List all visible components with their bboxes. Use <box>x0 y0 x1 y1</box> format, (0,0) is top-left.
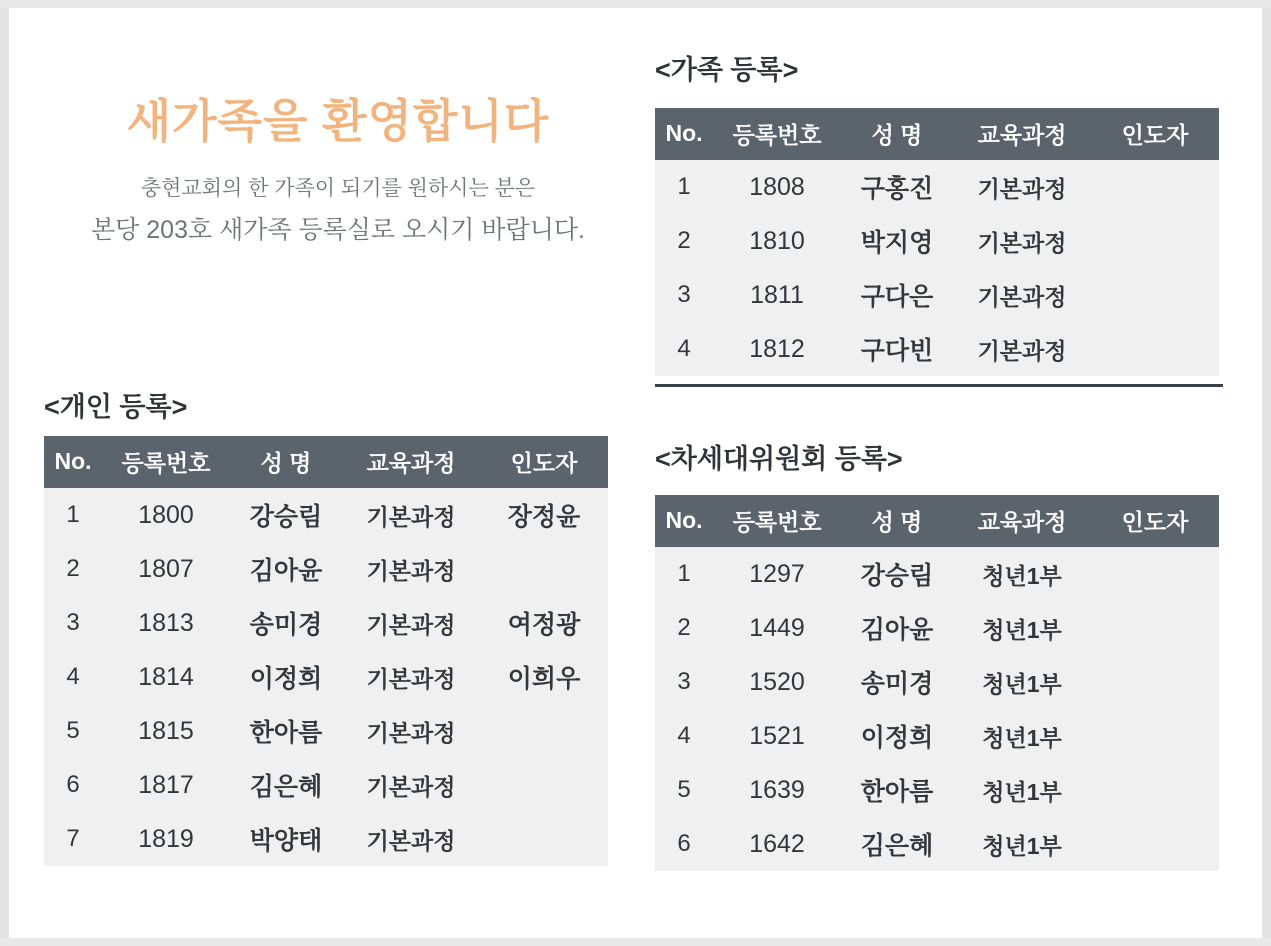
table-row <box>44 542 608 596</box>
table-header-row <box>655 108 1219 160</box>
table-cell-regno: 1639 <box>713 763 841 817</box>
table-cell-course: 기본과정 <box>342 812 480 866</box>
table-cell-leader: 장정윤 <box>480 488 608 542</box>
slide-edge-bottom <box>0 938 1271 946</box>
table-cell-course: 기본과정 <box>953 160 1091 214</box>
table-cell-num: 1 <box>655 547 713 601</box>
table-cell-course: 기본과정 <box>342 758 480 812</box>
column-header-leader: 인도자 <box>1091 108 1219 160</box>
table-cell-course: 기본과정 <box>342 488 480 542</box>
table-cell-name: 박지영 <box>841 214 953 268</box>
table-cell-course: 기본과정 <box>953 322 1091 376</box>
table-cell-course: 청년1부 <box>953 763 1091 817</box>
table-cell-course: 기본과정 <box>342 596 480 650</box>
table-cell-name: 김은혜 <box>230 758 342 812</box>
table-cell-num: 4 <box>655 322 713 376</box>
column-header-name: 성 명 <box>230 436 342 488</box>
welcome-subtitle-line-1: 충현교회의 한 가족이 되기를 원하시는 분은 <box>140 176 536 200</box>
table-cell-regno: 1807 <box>102 542 230 596</box>
table-cell-course: 기본과정 <box>342 704 480 758</box>
table-cell-num: 2 <box>655 601 713 655</box>
table-cell-course: 청년1부 <box>953 817 1091 871</box>
table-cell-regno: 1449 <box>713 601 841 655</box>
table-row <box>655 709 1219 763</box>
column-header-leader: 인도자 <box>480 436 608 488</box>
table-cell-num: 7 <box>44 812 102 866</box>
table-row <box>655 268 1219 322</box>
family-section-divider <box>655 384 1223 387</box>
table-cell-name: 한아름 <box>230 704 342 758</box>
table-cell-course: 기본과정 <box>342 542 480 596</box>
table-cell-course: 청년1부 <box>953 547 1091 601</box>
table-cell-regno: 1520 <box>713 655 841 709</box>
family-registration-table <box>655 108 1219 376</box>
personal-registration-table <box>44 436 608 866</box>
table-cell-course: 청년1부 <box>953 601 1091 655</box>
table-cell-num: 5 <box>44 704 102 758</box>
welcome-block <box>48 96 628 250</box>
table-cell-regno: 1813 <box>102 596 230 650</box>
column-header-name: 성 명 <box>841 108 953 160</box>
table-cell-num: 6 <box>44 758 102 812</box>
column-header-course: 교육과정 <box>953 495 1091 547</box>
table-cell-leader <box>1091 160 1219 214</box>
family-registration-heading: <가족 등록> <box>655 55 799 85</box>
table-cell-leader <box>480 812 608 866</box>
table-cell-leader <box>1091 817 1219 871</box>
table-header-row <box>655 495 1219 547</box>
next-generation-registration-body <box>655 547 1219 871</box>
family-registration-body <box>655 160 1219 376</box>
table-cell-regno: 1811 <box>713 268 841 322</box>
column-header-name: 성 명 <box>841 495 953 547</box>
table-row <box>655 763 1219 817</box>
column-header-no: No. <box>655 495 713 547</box>
table-cell-regno: 1521 <box>713 709 841 763</box>
table-cell-regno: 1808 <box>713 160 841 214</box>
table-cell-leader <box>1091 322 1219 376</box>
next-generation-registration-table <box>655 495 1219 871</box>
table-cell-name: 이정희 <box>230 650 342 704</box>
table-row <box>44 704 608 758</box>
table-cell-regno: 1815 <box>102 704 230 758</box>
table-row <box>44 812 608 866</box>
table-cell-num: 1 <box>44 488 102 542</box>
welcome-title: 새가족을 환영합니다 <box>126 95 550 147</box>
table-row <box>44 650 608 704</box>
table-cell-num: 3 <box>44 596 102 650</box>
column-header-course: 교육과정 <box>342 436 480 488</box>
table-cell-course: 청년1부 <box>953 709 1091 763</box>
table-cell-regno: 1297 <box>713 547 841 601</box>
table-cell-leader: 여정광 <box>480 596 608 650</box>
table-cell-course: 기본과정 <box>342 650 480 704</box>
table-cell-num: 4 <box>44 650 102 704</box>
table-header-row <box>44 436 608 488</box>
table-cell-leader <box>1091 547 1219 601</box>
table-row <box>655 547 1219 601</box>
table-cell-name: 송미경 <box>841 655 953 709</box>
table-cell-num: 2 <box>44 542 102 596</box>
table-cell-name: 박양태 <box>230 812 342 866</box>
personal-registration-heading: <개인 등록> <box>44 392 188 422</box>
table-cell-name: 이정희 <box>841 709 953 763</box>
table-cell-regno: 1642 <box>713 817 841 871</box>
table-cell-num: 4 <box>655 709 713 763</box>
column-header-reg-number: 등록번호 <box>713 495 841 547</box>
table-cell-leader <box>480 758 608 812</box>
column-header-reg-number: 등록번호 <box>102 436 230 488</box>
table-row <box>44 758 608 812</box>
table-cell-leader <box>1091 655 1219 709</box>
table-cell-num: 3 <box>655 655 713 709</box>
table-cell-leader: 이희우 <box>480 650 608 704</box>
table-cell-name: 김아윤 <box>841 601 953 655</box>
slide-edge-right <box>1262 0 1271 946</box>
table-cell-num: 1 <box>655 160 713 214</box>
column-header-no: No. <box>44 436 102 488</box>
welcome-subtitle <box>48 173 628 250</box>
table-cell-regno: 1817 <box>102 758 230 812</box>
table-cell-num: 2 <box>655 214 713 268</box>
table-row <box>655 655 1219 709</box>
table-cell-regno: 1800 <box>102 488 230 542</box>
table-row <box>44 596 608 650</box>
table-cell-name: 구홍진 <box>841 160 953 214</box>
slide-edge-left <box>0 0 9 946</box>
table-cell-course: 청년1부 <box>953 655 1091 709</box>
table-cell-name: 송미경 <box>230 596 342 650</box>
table-cell-num: 6 <box>655 817 713 871</box>
table-cell-leader <box>1091 709 1219 763</box>
next-generation-registration-heading: <차세대위원회 등록> <box>655 444 903 474</box>
table-row <box>655 160 1219 214</box>
table-cell-name: 구다빈 <box>841 322 953 376</box>
table-cell-leader <box>480 704 608 758</box>
table-cell-leader <box>1091 268 1219 322</box>
table-cell-leader <box>480 542 608 596</box>
slide-edge-top <box>0 0 1271 8</box>
table-cell-leader <box>1091 601 1219 655</box>
welcome-subtitle-line-2: 본당 203호 새가족 등록실로 오시기 바랍니다. <box>91 216 585 245</box>
column-header-course: 교육과정 <box>953 108 1091 160</box>
table-cell-leader <box>1091 763 1219 817</box>
personal-registration-body <box>44 488 608 866</box>
column-header-no: No. <box>655 108 713 160</box>
table-cell-name: 김아윤 <box>230 542 342 596</box>
table-cell-name: 강승림 <box>841 547 953 601</box>
table-cell-regno: 1819 <box>102 812 230 866</box>
table-cell-num: 5 <box>655 763 713 817</box>
column-header-leader: 인도자 <box>1091 495 1219 547</box>
table-cell-regno: 1812 <box>713 322 841 376</box>
column-header-reg-number: 등록번호 <box>713 108 841 160</box>
table-cell-regno: 1814 <box>102 650 230 704</box>
table-row <box>655 322 1219 376</box>
table-cell-name: 구다은 <box>841 268 953 322</box>
table-cell-name: 한아름 <box>841 763 953 817</box>
table-row <box>655 817 1219 871</box>
table-cell-leader <box>1091 214 1219 268</box>
table-row <box>655 601 1219 655</box>
table-row <box>44 488 608 542</box>
table-cell-regno: 1810 <box>713 214 841 268</box>
table-cell-num: 3 <box>655 268 713 322</box>
table-cell-course: 기본과정 <box>953 214 1091 268</box>
table-cell-name: 김은혜 <box>841 817 953 871</box>
table-row <box>655 214 1219 268</box>
table-cell-name: 강승림 <box>230 488 342 542</box>
table-cell-course: 기본과정 <box>953 268 1091 322</box>
